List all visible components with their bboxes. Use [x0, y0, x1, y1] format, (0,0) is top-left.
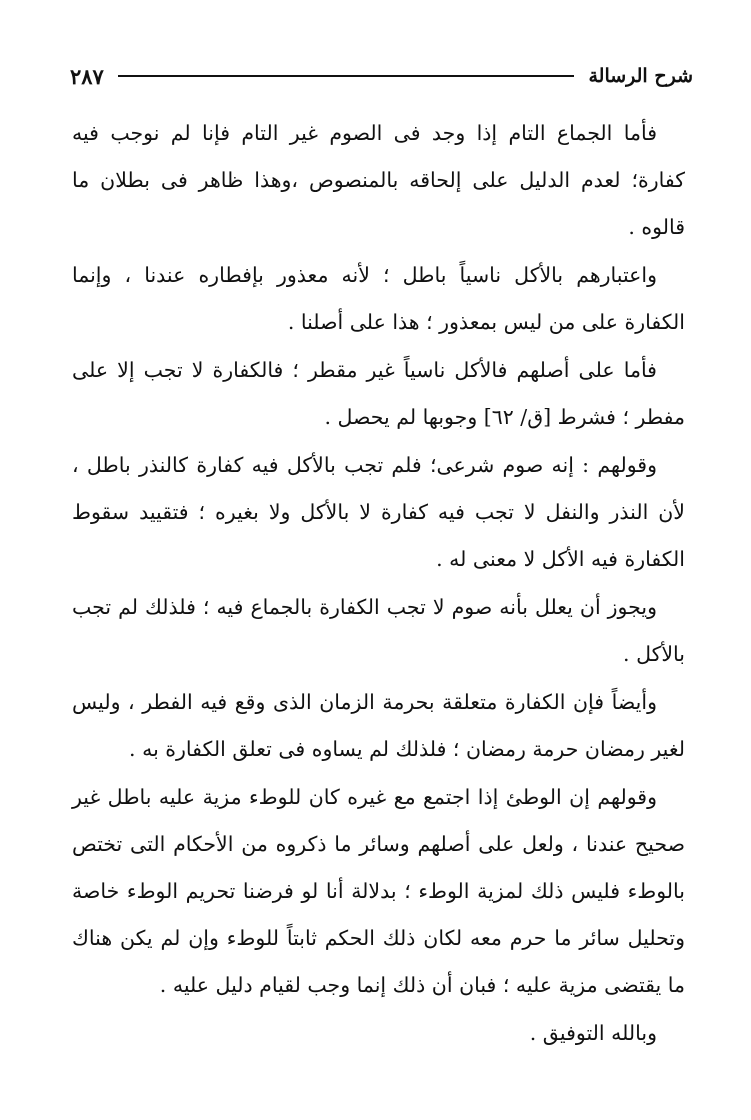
paragraph: ويجوز أن يعلل بأنه صوم لا تجب الكفارة بالجماع فيه ؛ فلذلك لم تجب بالأكل .: [72, 595, 685, 666]
body-text: [72, 110, 685, 1057]
paragraph: وقولهم : إنه صوم شرعى؛ فلم تجب بالأكل فيه كفارة كالنذر باطل ، لأن النذر والنفل لا تجب فيه كفارة لا بالأكل ولا بغيره ؛ فتقييد سقوط الكفارة فيه الأكل لا معنى له .: [72, 453, 685, 571]
paragraph: وقولهم إن الوطئ إذا اجتمع مع غيره كان للوطء مزية عليه باطل غير صحيح عندنا ، ولعل على أصلهم وسائر ما ذكروه من الأحكام التى تختص بالوطء فليس ذلك لمزية الوطء ؛ بدلالة أنا لو فرضنا تحريم الوطء خاصة وتحليل سائر ما حرم معه لكان ذلك الحكم ثابتاً للوطء وإن لم يكن هناك ما يقتضى مزية عليه ؛ فبان أن ذلك إنما وجب لقيام دليل عليه .: [72, 785, 685, 997]
header-rule: [118, 75, 575, 77]
paragraph: واعتبارهم بالأكل ناسياً باطل ؛ لأنه معذور بإفطاره عندنا ، وإنما الكفارة على من ليس بمعذور ؛ هذا على أصلنا .: [72, 263, 685, 334]
paragraph: فأما الجماع التام إذا وجد فى الصوم غير التام فإنا لم نوجب فيه كفارة؛ لعدم الدليل على إلحاقه بالمنصوص ،وهذا ظاهر فى بطلان ما قالوه .: [72, 121, 685, 239]
paragraph: فأما على أصلهم فالأكل ناسياً غير مقطر ؛ فالكفارة لا تجب إلا على مفطر ؛ فشرط [ق/ ٦٢] وجوبها لم يحصل .: [72, 358, 685, 429]
running-title: شرح الرسالة: [588, 65, 693, 87]
paragraph: وبالله التوفيق .: [529, 1021, 657, 1045]
page-number: ٢٨٧: [70, 63, 104, 89]
paragraph: وأيضاً فإن الكفارة متعلقة بحرمة الزمان الذى وقع فيه الفطر ، وليس لغير رمضان حرمة رمضان ؛ فلذلك لم يساوه فى تعلق الكفارة به .: [72, 690, 685, 761]
running-header: [70, 58, 693, 94]
